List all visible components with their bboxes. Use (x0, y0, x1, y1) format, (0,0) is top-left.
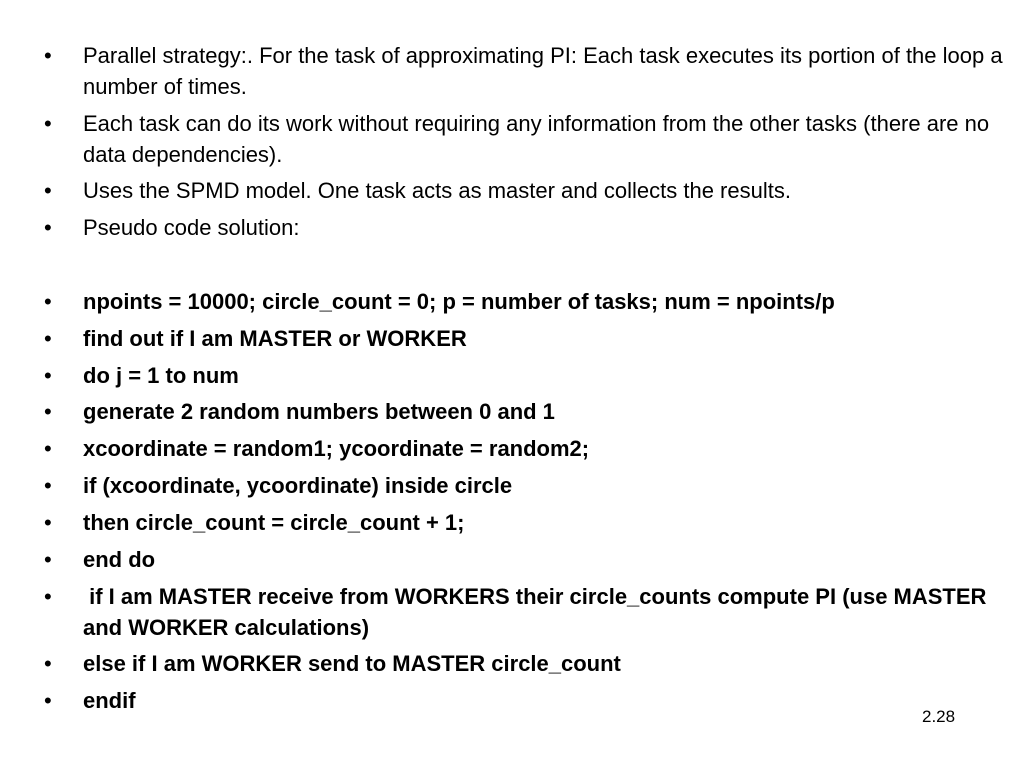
bullet-marker: • (44, 547, 52, 572)
bullet-marker: • (44, 111, 52, 136)
bullet-marker: • (44, 651, 52, 676)
bullet-marker: • (44, 178, 52, 203)
code-line: if I am MASTER receive from WORKERS their circle_counts compute PI (use MASTER and WORKER calculations) (83, 584, 993, 640)
bullet-marker: • (44, 510, 52, 535)
code-line: npoints = 10000; circle_count = 0; p = number of tasks; num = npoints/p (83, 289, 835, 314)
bullet-marker: • (44, 43, 52, 68)
code-line: do j = 1 to num (83, 363, 239, 388)
bullet-marker: • (44, 215, 52, 240)
code-line: endif (83, 688, 136, 713)
bullet-marker: • (44, 688, 52, 713)
bullet-marker: • (44, 363, 52, 388)
bullet-text: Uses the SPMD model. One task acts as master and collects the results. (83, 178, 791, 203)
bullet-marker: • (44, 436, 52, 461)
bullet-text: Pseudo code solution: (83, 215, 300, 240)
bullet-marker: • (44, 473, 52, 498)
bullet-marker: • (44, 326, 52, 351)
code-line: end do (83, 547, 156, 572)
code-line: generate 2 random numbers between 0 and 1 (83, 399, 555, 424)
bullet-marker: • (44, 289, 52, 314)
bullet-marker: • (44, 584, 52, 609)
bullet-marker: • (44, 399, 52, 424)
code-line: find out if I am MASTER or WORKER (83, 326, 467, 351)
bullet-text: Each task can do its work without requiring any information from the other tasks (there are no data dependencies). (83, 111, 990, 167)
code-line: if (xcoordinate, ycoordinate) inside circle (83, 473, 513, 498)
code-line: then circle_count = circle_count + 1; (83, 510, 465, 535)
code-line: xcoordinate = random1; ycoordinate = random2; (83, 436, 590, 461)
bullet-text: Parallel strategy:. For the task of approximating PI: Each task executes its portion of the loop a number of times. (83, 43, 1003, 99)
page-number: 2.28 (922, 707, 956, 726)
code-line: else if I am WORKER send to MASTER circle_count (83, 651, 621, 676)
